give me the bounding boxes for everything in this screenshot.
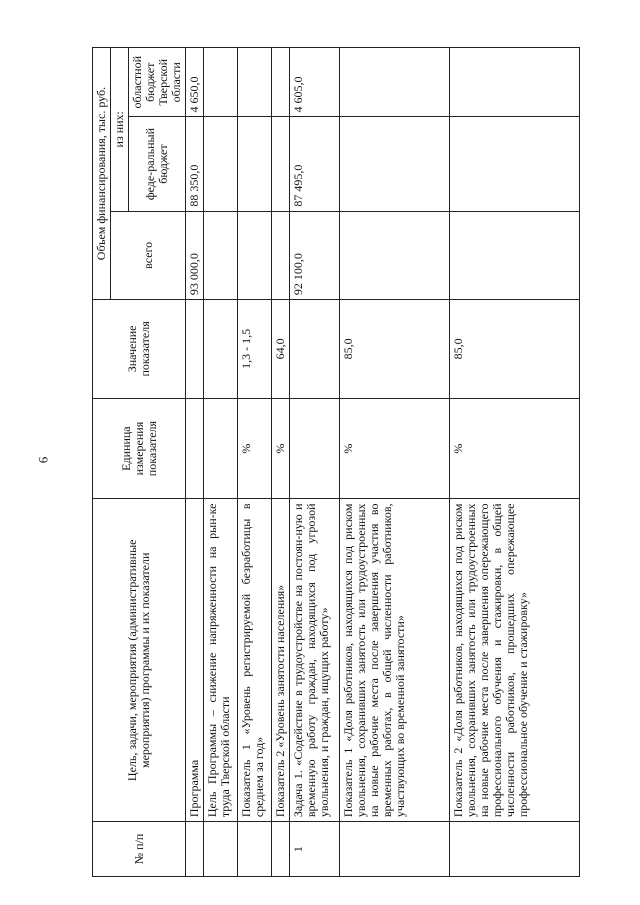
row-value xyxy=(290,300,340,399)
row-federal: 87 495,0 xyxy=(290,117,340,211)
header-unit: Единица измерения показателя xyxy=(93,398,186,499)
table-row xyxy=(204,48,238,877)
row-unit: % xyxy=(340,398,450,499)
row-total xyxy=(204,211,238,300)
row-text: Задача 1. «Содействие в трудоустройстве на постоян-ную и временную работу граждан, находящихся под угрозой увольнения, и граждан, ищущих работу» xyxy=(290,499,340,822)
row-text: Цель Программы – снижение напряженности на рын-ке труда Тверской области xyxy=(204,499,238,822)
table-row xyxy=(290,48,340,877)
row-num xyxy=(204,822,238,877)
row-total: 92 100,0 xyxy=(290,211,340,300)
row-unit xyxy=(186,398,204,499)
header-funding: Объем финансирования, тыс. руб. xyxy=(93,48,111,300)
row-regional: 4 650,0 xyxy=(186,48,204,118)
row-federal: 88 350,0 xyxy=(186,117,204,211)
program-table xyxy=(92,47,580,877)
row-total xyxy=(340,211,450,300)
row-regional: 4 605,0 xyxy=(290,48,340,118)
row-unit xyxy=(204,398,238,499)
row-num xyxy=(340,822,450,877)
table-row xyxy=(450,48,580,877)
header-num: № п/п xyxy=(93,822,186,877)
row-regional xyxy=(450,48,580,118)
page-number: 6 xyxy=(35,456,51,464)
row-federal xyxy=(204,117,238,211)
row-value: 64,0 xyxy=(272,300,290,399)
row-regional xyxy=(238,48,272,118)
header-total: всего xyxy=(111,211,186,300)
table-row xyxy=(186,48,204,877)
row-unit: % xyxy=(450,398,580,499)
row-text: Показатель 2 «Доля работников, находящихся под риском увольнения, сохранивших занятость или трудоустроенных на новые рабочие места после завершения опережающего профессионального обучения и стажировки, в общей численности работников, прошедших опережающее профессиональное обучение и стажировку» xyxy=(450,499,580,822)
row-regional xyxy=(272,48,290,118)
rotated-table-container xyxy=(92,47,592,877)
header-of-which: из них: xyxy=(111,48,129,212)
row-num xyxy=(238,822,272,877)
table-row xyxy=(340,48,450,877)
row-total xyxy=(450,211,580,300)
row-regional xyxy=(204,48,238,118)
row-num xyxy=(450,822,580,877)
row-federal xyxy=(272,117,290,211)
row-unit: % xyxy=(238,398,272,499)
row-unit xyxy=(290,398,340,499)
row-value: 1,3 - 1,5 xyxy=(238,300,272,399)
header-federal: феде-ральный бюджет xyxy=(129,117,186,211)
row-text: Показатель 1 «Доля работников, находящихся под риском увольнения, сохранивших занятость или трудоустроенных на новые рабочие места после завершения участия во временных работах, в общей численности работников, участвующих во временной занятости» xyxy=(340,499,450,822)
header-regional: областной бюджет Тверской области xyxy=(129,48,186,118)
header-value: Значение показателя xyxy=(93,300,186,399)
table-row xyxy=(238,48,272,877)
row-value: 85,0 xyxy=(340,300,450,399)
row-value: 85,0 xyxy=(450,300,580,399)
row-federal xyxy=(238,117,272,211)
row-num xyxy=(186,822,204,877)
row-federal xyxy=(340,117,450,211)
row-num: 1 xyxy=(290,822,340,877)
row-value xyxy=(186,300,204,399)
row-unit: % xyxy=(272,398,290,499)
row-text: Показатель 1 «Уровень регистрируемой безработицы в среднем за год» xyxy=(238,499,272,822)
row-regional xyxy=(340,48,450,118)
row-text: Показатель 2 «Уровень занятости населения» xyxy=(272,499,290,822)
row-federal xyxy=(450,117,580,211)
row-num xyxy=(272,822,290,877)
row-total xyxy=(238,211,272,300)
row-total xyxy=(272,211,290,300)
row-total: 93 000,0 xyxy=(186,211,204,300)
row-text: Программа xyxy=(186,499,204,822)
table-row xyxy=(272,48,290,877)
row-value xyxy=(204,300,238,399)
header-goal: Цель, задачи, мероприятия (административные мероприятия) программы и их показатели xyxy=(93,499,186,822)
